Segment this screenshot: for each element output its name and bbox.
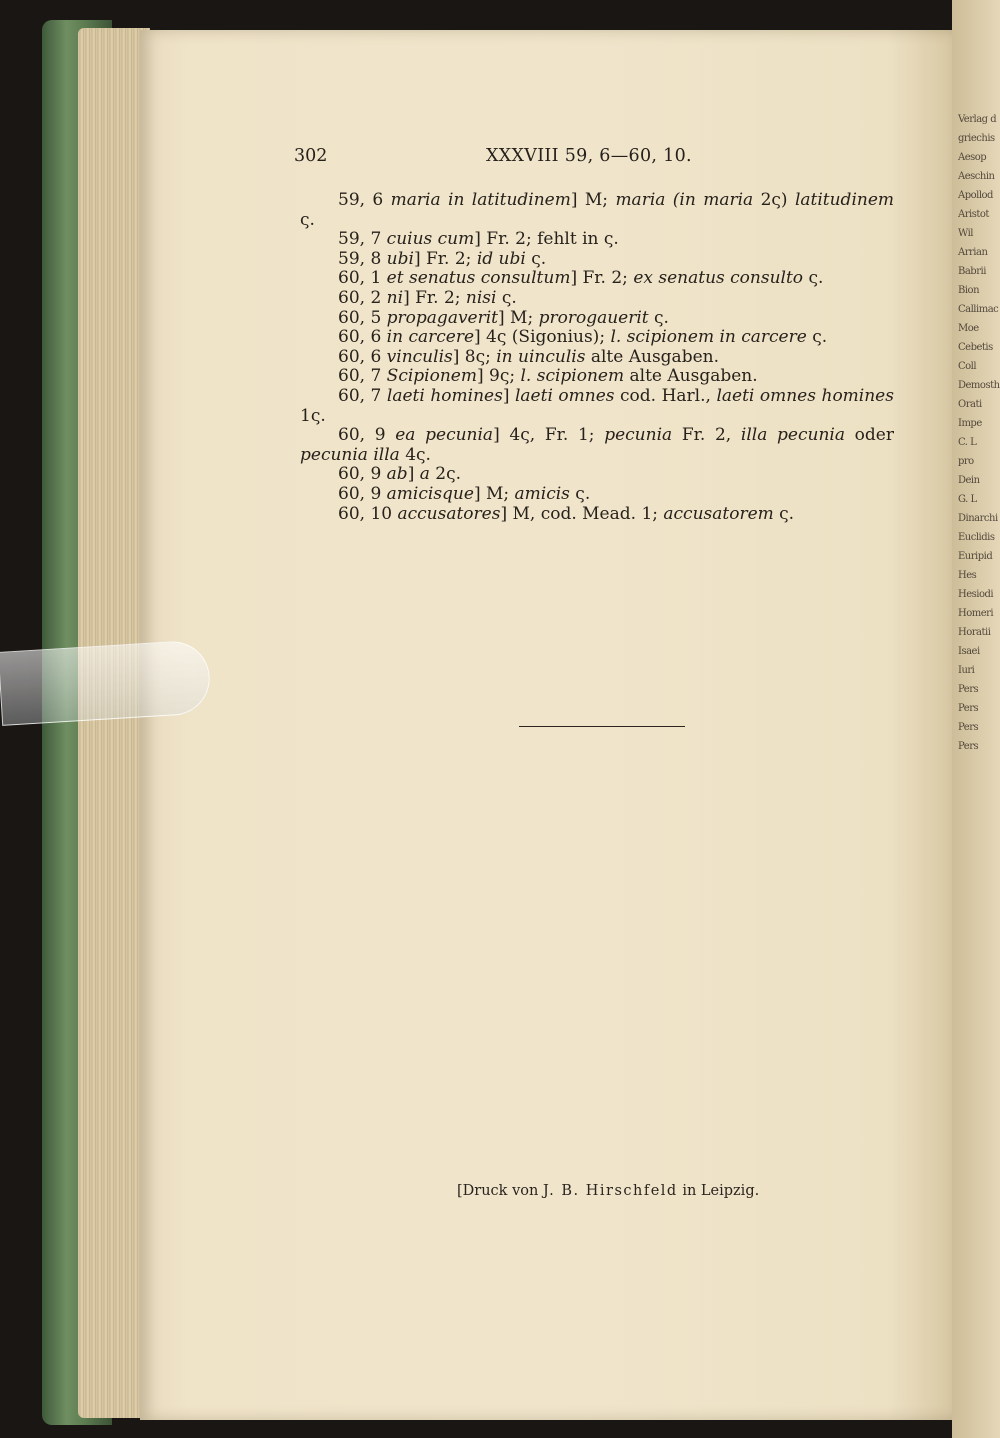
apparatus-note	[300, 367, 894, 387]
note-text: 59, 7	[338, 229, 387, 250]
note-lemma-italic: illa pecunia	[740, 425, 845, 446]
note-text: 59, 8	[338, 248, 387, 269]
next-page-line: Arrian	[958, 247, 988, 258]
note-lemma-italic: propagaverit	[386, 307, 499, 328]
closing-rule	[519, 726, 685, 727]
note-text: 59, 6	[338, 190, 391, 210]
note-lemma-italic: nisi	[465, 287, 497, 308]
note-lemma-italic: l. scipionem	[520, 366, 625, 387]
note-text: ς.	[806, 327, 828, 348]
next-page-line: Verlag d	[958, 114, 997, 125]
note-text: ς.	[300, 209, 315, 230]
note-text: 60, 9	[338, 464, 387, 485]
note-text: alte Ausgaben.	[585, 346, 719, 367]
note-text: ] 4ς, Fr. 1;	[493, 425, 605, 446]
apparatus-note	[300, 505, 894, 525]
note-lemma-italic: Scipionem	[386, 366, 477, 387]
note-text: ]	[502, 385, 515, 406]
note-text: 1ς.	[300, 405, 326, 426]
note-text: 60, 10	[338, 503, 398, 524]
next-page-line: Coll	[958, 361, 977, 372]
next-page-line: Dinarchi	[958, 513, 998, 524]
note-text: ] M;	[570, 190, 616, 210]
note-text: ς.	[525, 248, 547, 269]
note-lemma-italic: laeti omnes homines	[716, 385, 894, 406]
next-page-line: Euripid	[958, 551, 993, 562]
apparatus-note	[300, 309, 894, 329]
note-text: Fr. 2,	[672, 425, 741, 446]
apparatus-note	[300, 465, 894, 485]
next-page-line: Pers	[958, 741, 979, 752]
apparatus-note	[300, 328, 894, 348]
note-lemma-italic: et senatus consultum	[386, 268, 571, 289]
note-lemma-italic: amicis	[514, 483, 570, 504]
next-page-line: G. L	[958, 494, 977, 505]
note-text: ] Fr. 2;	[413, 248, 477, 269]
next-page-line: Horatii	[958, 627, 991, 638]
next-page-line: Moe	[958, 323, 979, 334]
imprint-printer: J. B. Hirschfeld	[542, 1183, 678, 1199]
note-lemma-italic: ea pecunia	[395, 425, 494, 446]
note-text: oder	[844, 425, 894, 446]
apparatus-note	[300, 289, 894, 309]
plastic-bookmark	[0, 639, 212, 726]
note-text: 60, 9	[338, 483, 387, 504]
next-page-line: Euclidis	[958, 532, 995, 543]
note-lemma-italic: id ubi	[476, 248, 526, 269]
next-page-line: Demosth	[958, 380, 1000, 391]
critical-apparatus	[300, 191, 894, 524]
next-page-line: Aeschin	[958, 171, 995, 182]
note-lemma-italic: in carcere	[386, 327, 475, 348]
imprint-prefix: [Druck von	[457, 1183, 539, 1199]
note-text: ] M;	[473, 483, 515, 504]
apparatus-note	[300, 250, 894, 270]
next-page-line: C. L	[958, 437, 977, 448]
next-page-line: Aristot	[958, 209, 989, 220]
next-page-line: Wil	[958, 228, 973, 239]
note-text: 2ς)	[753, 190, 795, 210]
apparatus-note	[300, 387, 894, 426]
note-lemma-italic: accusatores	[397, 503, 501, 524]
note-text: 60, 5	[338, 307, 387, 328]
next-page-line: Pers	[958, 703, 979, 714]
note-text: ]	[407, 464, 420, 485]
running-header	[294, 146, 934, 172]
chapter-reference: XXXVIII 59, 6—60, 10.	[486, 146, 692, 166]
next-page-line: Iuri	[958, 665, 975, 676]
next-page-line: Pers	[958, 684, 979, 695]
note-text: 2ς.	[429, 464, 462, 485]
next-page-line: Cebetis	[958, 342, 993, 353]
note-lemma-italic: pecunia illa	[300, 444, 400, 465]
note-lemma-italic: ab	[386, 464, 408, 485]
apparatus-note	[300, 269, 894, 289]
note-lemma-italic: vinculis	[386, 346, 453, 367]
note-text: ς.	[803, 268, 824, 289]
printer-imprint	[457, 1183, 759, 1199]
next-page-line: Bion	[958, 285, 980, 296]
note-lemma-italic: maria (in maria	[615, 190, 754, 210]
next-page-line: griechis	[958, 133, 995, 144]
next-page-edge	[952, 0, 1000, 1438]
note-text: ς.	[648, 307, 669, 328]
note-lemma-italic: ex senatus consulto	[633, 268, 804, 289]
next-page-line: Apollod	[958, 190, 993, 201]
note-text: 60, 6	[338, 327, 387, 348]
note-text: 60, 1	[338, 268, 387, 289]
apparatus-note	[300, 230, 894, 250]
note-text: ς.	[773, 503, 795, 524]
note-lemma-italic: prorogauerit	[538, 307, 649, 328]
note-lemma-italic: pecunia	[604, 425, 673, 446]
next-page-line: Callimac	[958, 304, 999, 315]
next-page-line: Babrii	[958, 266, 986, 277]
note-lemma-italic: latitudinem	[794, 190, 895, 210]
apparatus-note	[300, 348, 894, 368]
note-text: ] Fr. 2; fehlt in ς.	[474, 229, 619, 250]
note-lemma-italic: laeti homines	[386, 385, 503, 406]
note-lemma-italic: l. scipionem in carcere	[610, 327, 807, 348]
note-text: ς.	[569, 483, 591, 504]
next-page-line: Orati	[958, 399, 982, 410]
note-lemma-italic: in uinculis	[496, 346, 586, 367]
imprint-suffix: in Leipzig.	[682, 1183, 760, 1199]
note-lemma-italic: cuius cum	[386, 229, 475, 250]
note-lemma-italic: a	[419, 464, 430, 485]
note-text: ] 9ς;	[476, 366, 521, 387]
note-text: 60, 9	[338, 425, 396, 446]
note-text: ] 4ς (Sigonius);	[474, 327, 611, 348]
next-page-line: Hesiodi	[958, 589, 994, 600]
note-lemma-italic: maria in latitudinem	[390, 190, 571, 210]
note-text: 60, 7	[338, 366, 387, 387]
next-page-line: pro	[958, 456, 974, 467]
note-text: ] M;	[498, 307, 539, 328]
note-text: 60, 7	[338, 385, 387, 406]
apparatus-note	[300, 191, 894, 230]
next-page-line: Isaei	[958, 646, 980, 657]
note-lemma-italic: laeti omnes	[514, 385, 615, 406]
next-page-line: Aesop	[958, 152, 987, 163]
page-number: 302	[294, 146, 328, 166]
next-page-line: Pers	[958, 722, 979, 733]
note-text: 60, 6	[338, 346, 387, 367]
note-lemma-italic: ubi	[386, 248, 414, 269]
note-lemma-italic: amicisque	[386, 483, 474, 504]
next-page-line: Dein	[958, 475, 980, 486]
next-page-line: Hes	[958, 570, 977, 581]
next-page-fragment-text	[958, 110, 1000, 756]
note-text: 4ς.	[399, 444, 431, 465]
note-text: 60, 2	[338, 287, 387, 308]
note-text: ] Fr. 2;	[403, 287, 466, 308]
note-text: ] 8ς;	[452, 346, 497, 367]
apparatus-note	[300, 426, 894, 465]
note-text: ] Fr. 2;	[570, 268, 634, 289]
apparatus-note	[300, 485, 894, 505]
next-page-line: Homeri	[958, 608, 994, 619]
note-text: alte Ausgaben.	[624, 366, 758, 387]
note-text: cod. Harl.,	[614, 385, 717, 406]
note-lemma-italic: accusatorem	[663, 503, 774, 524]
note-text: ] M, cod. Mead. 1;	[500, 503, 664, 524]
note-lemma-italic: ni	[386, 287, 404, 308]
next-page-line: Impe	[958, 418, 982, 429]
note-text: ς.	[496, 287, 517, 308]
